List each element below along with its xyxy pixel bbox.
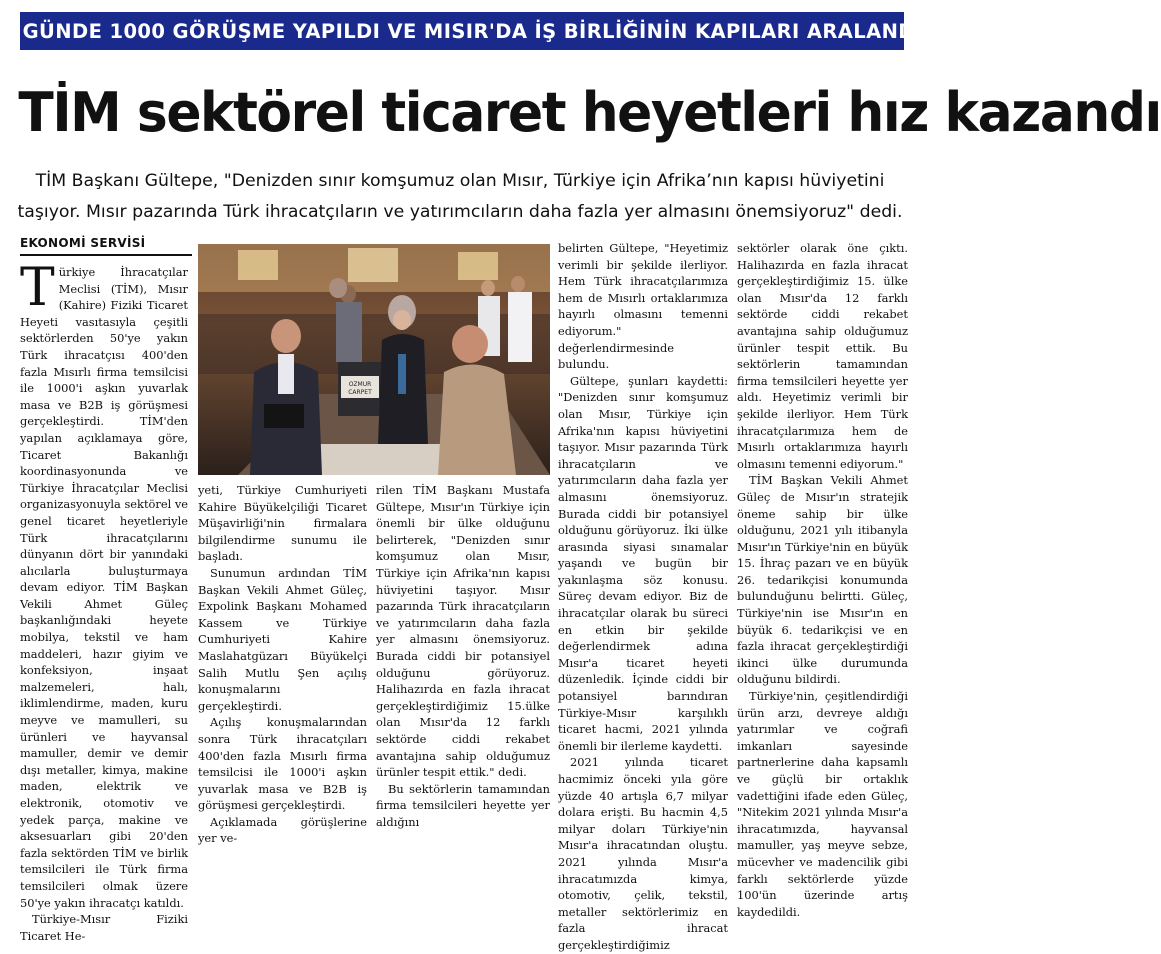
- paragraph: rilen TİM Başkanı Mustafa Gültepe, Mısır'ın Türkiye için önemli bir ülke olduğunu belirterek, "Denizden sınır komşumuz olan Mısır, Türkiye için Afrika'nın kapısı hüviyetini taşıyor. Mısır pazarında Türk ihracatçıların ve yatırımcıların daha fazla yer almasını önemsiyoruz. Burada ciddi bir potansiyel olduğunu görüyoruz. Halihazırda en fazla ihracat gerçekleştirdiğimiz 15.ülke olan Mısır'da 12 farklı sektörde ciddi rekabet avantajına sahip olduğumuz ürünler tespit ettik." dedi.: [376, 483, 550, 780]
- paragraph: sektörler olarak öne çıktı. Halihazırda en fazla ihracat gerçekleştirdiğimiz 15. ülke olan Mısır'da 12 farklı sektörde ciddi rekabet avantajına sahip olduğumuz ürünler tespit ettik. Bu sektörlerin tamamından firma temsilcileri heyette yer aldı. Heyetimiz verimli bir şekilde ilerliyor. Hem Türk ihracatçılarımıza hem de Mısırlı ortaklarımıza hayırlı olmasını temenni ediyorum.": [737, 241, 908, 471]
- paragraph: belirten Gültepe, "Heyetimiz verimli bir şekilde ilerliyor. Hem Türk ihracatçılarımıza hem de Mısırlı ortaklarımıza hayırlı olmasını temenni ediyorum." değerlendirmesinde bulundu.: [558, 241, 728, 372]
- article-column-2: [198, 482, 367, 846]
- headline: TİM sektörel ticaret heyetleri hız kazandı: [18, 81, 1161, 144]
- paragraph: TİM Başkan Vekili Ahmet Güleç de Mısır'ın stratejik öneme sahip bir ülke olduğunu, 2021 yılı itibanyla Mısır'ın Türkiye'nin en büyük 15. İhraç pazarı ve en büyük 26. tedarikçisi konumunda bulunduğunu belirtti. Güleç, Türkiye'nin ise Mısır'ın en büyük 6. tedarikçisi ve en fazla ihracat gerçekleştirdiği ikinci ülke durumunda olduğunu bildirdi.: [737, 473, 908, 687]
- paragraph: ürkiye İhracatçılar Meclisi (TİM), Mısır (Kahire) Fiziki Ticaret Heyeti vasıtasıyla çeşitli sektörlerden 50'ye yakın Türk ihracatçısı 400'den fazla Mısırlı firma temsilcisi ile 1000'i aşkın yuvarlak masa ve B2B iş görüşmesi gerçekleştirdi. TİM'den yapılan açıklamaya göre, Ticaret Bakanlığı koordinasyonunda ve Türkiye İhracatçılar Meclisi organizasyonuyla sektörel ve genel ticaret heyetleriyle Türk ihracatçılarını dünyanın dört bir yanındaki alıcılarla buluşturmaya devam ediyor. TİM Başkan Vekili Ahmet Güleç başkanlığındaki heyete mobilya, tekstil ve ham maddeleri, hazır giyim ve konfeksiyon, inşaat malzemeleri, halı, iklimlendirme, maden, kuru meyve ve mamulleri, su ürünleri ve hayvansal mamuller, demir ve demir dışı metaller, kimya, makine maden, elektrik ve elektronik, otomotiv ve yedek parça, makine ve aksesuarları gibi 20'den fazla sektörden TİM ve birlik temsilcileri ile Türk firma temsilcileri olmak üzere 50'ye yakın ihracatçı katıldı.: [20, 265, 189, 910]
- section-label: EKONOMİ SERVİSİ: [20, 236, 146, 250]
- article-column-3: [376, 482, 550, 829]
- paragraph: yeti, Türkiye Cumhuriyeti Kahire Büyükelçiliği Ticaret Müşavirliği'nin firmalara bilgilendirme sunumu ile başladı.: [198, 483, 367, 564]
- drop-cap: T: [20, 258, 55, 318]
- section-rule: [20, 254, 192, 256]
- news-photo: [198, 244, 550, 475]
- paragraph: Türkiye-Mısır Fiziki Ticaret He-: [20, 912, 188, 943]
- paragraph: Sunumun ardından TİM Başkan Vekili Ahmet Güleç, Expolink Başkanı Mohamed Kassem ve Türkiye Cumhuriyeti Kahire Maslahatgüzarı Büyükelçi Salih Mutlu Şen açılış konuşmalarını gerçekleştirdi.: [198, 565, 367, 713]
- table-sign-text: OZMUR: [348, 381, 372, 388]
- paragraph: Açılış konuşmalarından sonra Türk ihracatçıları 400'den fazla Mısırlı firma temsilcisi ile 1000'i aşkın yuvarlak masa ve B2B iş görüşmesi gerçekleştirdi.: [198, 715, 367, 813]
- article-column-1: [20, 258, 189, 943]
- article-column-4: [558, 240, 728, 952]
- paragraph: Gültepe, şunları kaydetti: "Denizden sınır komşumuz olan Mısır, Türkiye için Afrika'nın kapısı hüviyetini taşıyor. Mısır pazarında Türk ihracatçıların ve yatırımcıların daha fazla yer almasını önemsiyoruz. Burada ciddi bir potansiyel olduğunu görüyoruz. İki ülke arasında siyasi sınamalar yaşandı ve bugün bir yakınlaşma söz konusu. Süreç devam ediyor. Biz de ihracatçılar olarak bu süreci en etkin bir şekilde değerlendirmek adına Mısır'a ticaret heyeti düzenledik. İçinde ciddi bir potansiyel barındıran Türkiye-Mısır karşılıklı ticaret hacmi, 2021 yılında önemli bir ilerleme kaydetti.: [558, 373, 728, 753]
- svg-text:CARPET: CARPET: [348, 389, 372, 396]
- paragraph: 2021 yılında ticaret hacmimiz önceki yıla göre yüzde 40 artışla 6,7 milyar dolara erişti. Bu hacmin 4,5 milyar doları Türkiye'nin Mısır'a ihracatından oluştu. 2021 yılında Mısır'a ihracatımızda kimya, otomotiv, çelik, tekstil, metaller sektörlerimiz en fazla ihracat gerçekleştirdiğimiz: [558, 755, 728, 952]
- article-column-5: [737, 240, 908, 919]
- paragraph: Açıklamada görüşlerine yer ve-: [198, 814, 367, 846]
- top-banner: 2 GÜNDE 1000 GÖRÜŞME YAPILDI VE MISIR'DA İŞ BİRLİĞİNİN KAPILARI ARALANDI: [20, 12, 904, 50]
- subheadline-deck: TİM Başkanı Gültepe, "Denizden sınır komşumuz olan Mısır, Türkiye için Afrika’nın kapısı hüviyetini taşıyor. Mısır pazarında Türk ihracatçıların ve yatırımcıların daha fazla yer almasını önemsiyoruz" dedi.: [17, 171, 903, 222]
- paragraph: Bu sektörlerin tamamından firma temsilcileri heyette yer aldığını: [376, 781, 550, 829]
- paragraph: Türkiye'nin, çeşitlendirdiği ürün arzı, devreye aldığı yatırımlar ve coğrafi imkanları sayesinde partnerlerine daha kapsamlı ve güçlü bir ortaklık vadettiğini ifade eden Güleç, "Nitekim 2021 yılında Mısır'a ihracatımızda, hayvansal mamuller, yaş meyve sebze, mücevher ve madencilik gibi farklı sektörlerde yüzde 100'ün üzerinde artış kaydedildi.: [737, 689, 908, 919]
